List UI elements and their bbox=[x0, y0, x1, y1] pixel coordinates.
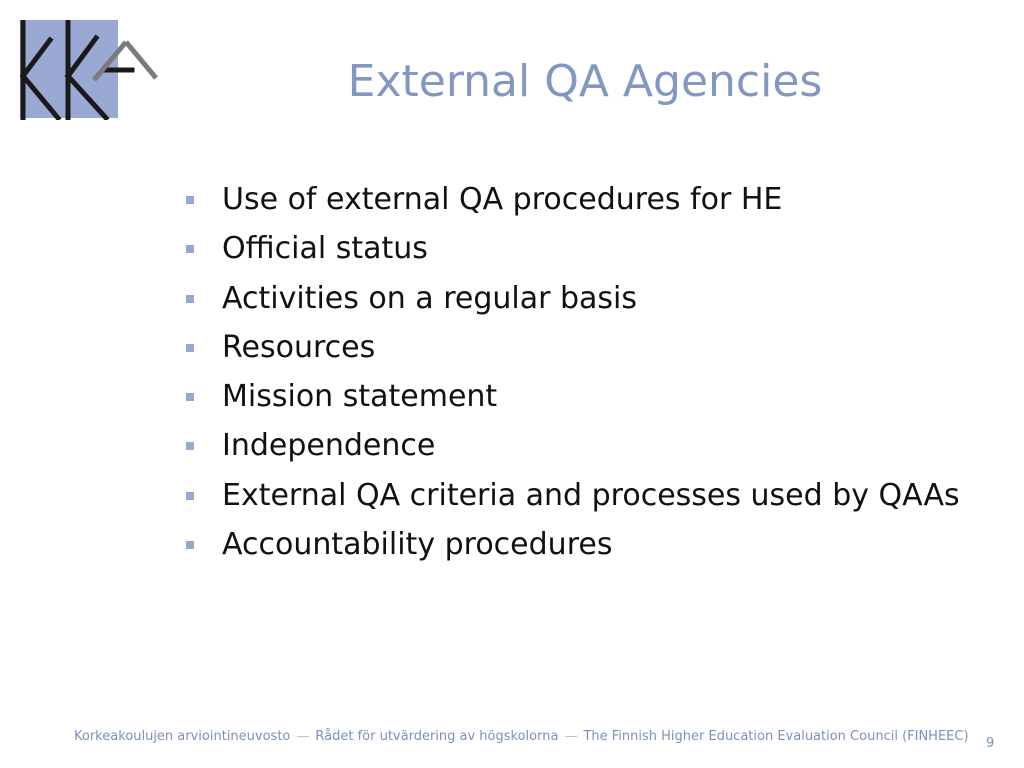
square-bullet-icon bbox=[186, 541, 194, 549]
kka-logo bbox=[20, 20, 160, 120]
bullet-text: Use of external QA procedures for HE bbox=[222, 182, 783, 217]
square-bullet-icon bbox=[186, 196, 194, 204]
footer bbox=[74, 728, 969, 746]
bullet-text: Accountability procedures bbox=[222, 527, 613, 563]
bullet-text: Official status bbox=[222, 231, 428, 267]
page-number: 9 bbox=[986, 736, 995, 751]
bullet-text: Resources bbox=[222, 329, 376, 365]
bullet-text: Independence bbox=[222, 428, 436, 464]
square-bullet-icon bbox=[186, 245, 194, 253]
footer-separator: — bbox=[296, 729, 310, 744]
kka-logo-graphic bbox=[20, 20, 160, 120]
bullet-text: Mission statement bbox=[222, 379, 498, 415]
footer-org-sv: Rådet för utvärdering av högskolorna bbox=[315, 729, 559, 744]
bullet-text: External QA criteria and processes used by QAAs bbox=[222, 477, 960, 513]
footer-separator: — bbox=[564, 729, 578, 744]
square-bullet-icon bbox=[186, 492, 194, 500]
bullet-text: Activities on a regular basis bbox=[222, 280, 638, 316]
square-bullet-icon bbox=[186, 295, 194, 303]
footer-org-en: The Finnish Higher Education Evaluation Council (FINHEEC) bbox=[583, 729, 969, 744]
logo-grey-stroke bbox=[126, 42, 156, 78]
square-bullet-icon bbox=[186, 344, 194, 352]
square-bullet-icon bbox=[186, 393, 194, 401]
footer-org-fi: Korkeakoulujen arviointineuvosto bbox=[74, 729, 291, 744]
slide-title: External QA Agencies bbox=[347, 56, 823, 107]
square-bullet-icon bbox=[186, 442, 194, 450]
